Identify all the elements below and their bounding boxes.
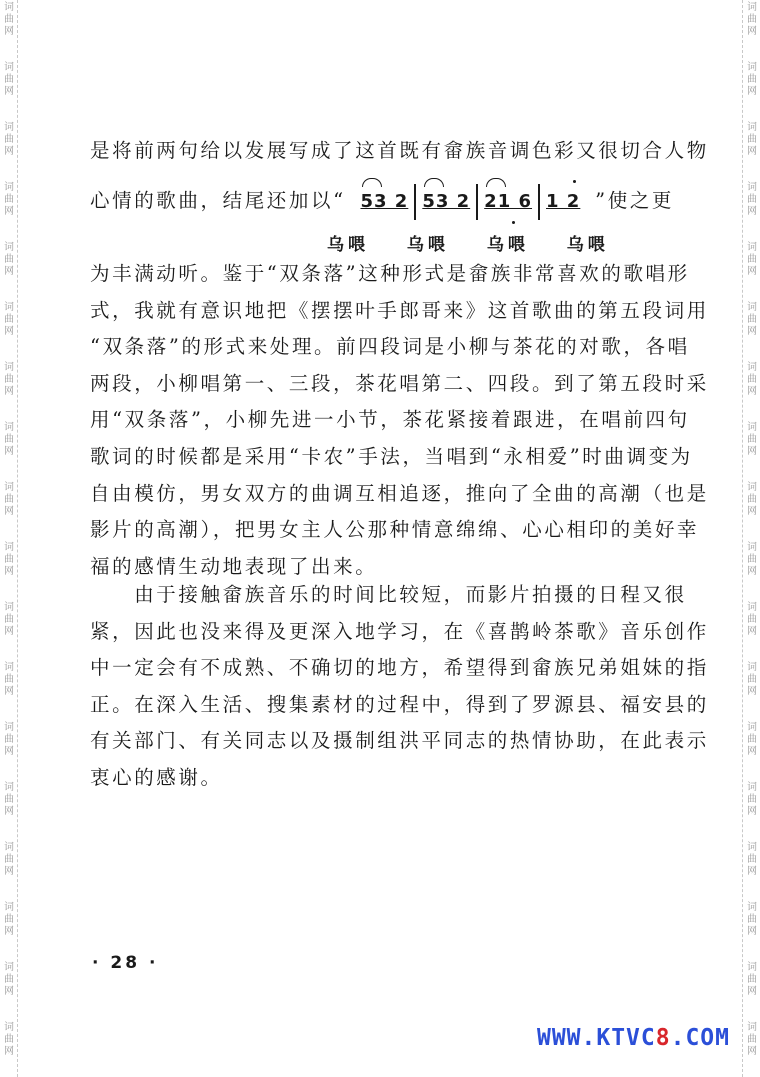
- watermark-char: 曲: [747, 554, 757, 565]
- watermark-char: 曲: [4, 614, 14, 625]
- watermark-char: 词: [4, 242, 14, 253]
- watermark-char: 网: [4, 986, 14, 997]
- watermark-char: 词: [4, 2, 14, 13]
- paragraph-1-start: [90, 133, 709, 170]
- watermark-char: 曲: [4, 974, 14, 985]
- watermark-mark: [0, 602, 18, 638]
- watermark-char: 曲: [747, 254, 757, 265]
- watermark-char: 词: [747, 182, 757, 193]
- watermark-char: 词: [747, 662, 757, 673]
- watermark-mark: [743, 722, 760, 758]
- text-line: 用“双条落”，小柳先进一小节，茶花紧接着跟进，在唱前四句: [90, 408, 690, 432]
- watermark-mark: [0, 722, 18, 758]
- watermark-char: 词: [4, 842, 14, 853]
- watermark-mark: [743, 122, 760, 158]
- watermark-mark: [743, 1022, 760, 1058]
- watermark-char: 网: [4, 386, 14, 397]
- watermark-char: 网: [747, 566, 757, 577]
- paragraph-2: [90, 577, 709, 797]
- watermark-char: 曲: [747, 854, 757, 865]
- watermark-char: 词: [747, 1022, 757, 1033]
- watermark-mark: [0, 842, 18, 878]
- watermark-char: 网: [4, 26, 14, 37]
- page-number: · 28 ·: [92, 953, 159, 973]
- watermark-mark: [743, 482, 760, 518]
- notation-line: [90, 183, 674, 220]
- watermark-char: 网: [747, 686, 757, 697]
- watermark-char: 词: [4, 182, 14, 193]
- watermark-char: 词: [747, 482, 757, 493]
- site-url-part: 8: [655, 1025, 671, 1051]
- text-line: 为丰满动听。鉴于“双条落”这种形式是畲族非常喜欢的歌唱形: [90, 262, 690, 285]
- watermark-char: 词: [747, 842, 757, 853]
- text-line: 正。在深入生活、搜集素材的过程中，得到了罗源县、福安县的: [90, 692, 709, 716]
- watermark-char: 网: [4, 326, 14, 337]
- watermark-mark: [743, 782, 760, 818]
- lyric-word: 乌喂: [486, 235, 529, 255]
- watermark-mark: [743, 842, 760, 878]
- watermark-char: 词: [747, 422, 757, 433]
- text-line: 歌词的时候都是采用“卡农”手法，当唱到“永相爱”时曲调变为: [90, 444, 693, 468]
- text-line: 中一定会有不成熟、不确切的地方，希望得到畲族兄弟姐妹的指: [90, 656, 709, 680]
- text-line: 有关部门、有关同志以及摄制组洪平同志的热情协助，在此表示: [90, 729, 709, 753]
- note-text: 21 6: [484, 191, 533, 212]
- watermark-char: 网: [747, 26, 757, 37]
- watermark-mark: [743, 962, 760, 998]
- watermark-char: 词: [747, 2, 757, 13]
- watermark-char: 词: [4, 722, 14, 733]
- left-watermark-column: [0, 0, 18, 1077]
- watermark-char: 网: [747, 206, 757, 217]
- slur-mark: [486, 178, 506, 187]
- watermark-mark: [743, 602, 760, 638]
- watermark-char: 词: [4, 602, 14, 613]
- watermark-char: 词: [747, 782, 757, 793]
- watermark-char: 网: [747, 1046, 757, 1057]
- watermark-mark: [743, 2, 760, 38]
- watermark-char: 曲: [4, 1034, 14, 1045]
- watermark-char: 曲: [747, 194, 757, 205]
- watermark-char: 网: [747, 986, 757, 997]
- watermark-char: 曲: [747, 914, 757, 925]
- watermark-char: 曲: [4, 434, 14, 445]
- watermark-char: 词: [747, 242, 757, 253]
- watermark-char: 词: [4, 782, 14, 793]
- text-line: 自由模仿，男女双方的曲调互相追逐，推向了全曲的高潮（也是: [90, 481, 709, 505]
- watermark-char: 曲: [747, 14, 757, 25]
- watermark-char: 曲: [747, 974, 757, 985]
- note-text: 53 2: [422, 191, 471, 212]
- watermark-char: 曲: [747, 674, 757, 685]
- text-line: 紧，因此也没来得及更深入地学习，在《喜鹊岭茶歌》音乐创作: [90, 619, 709, 643]
- watermark-char: 网: [747, 746, 757, 757]
- watermark-char: 网: [4, 626, 14, 637]
- watermark-char: 网: [747, 806, 757, 817]
- watermark-mark: [0, 362, 18, 398]
- watermark-char: 词: [4, 962, 14, 973]
- watermark-char: 曲: [4, 854, 14, 865]
- watermark-char: 词: [4, 902, 14, 913]
- watermark-char: 网: [747, 266, 757, 277]
- watermark-mark: [743, 422, 760, 458]
- watermark-mark: [0, 302, 18, 338]
- watermark-char: 曲: [4, 374, 14, 385]
- watermark-char: 曲: [4, 794, 14, 805]
- watermark-mark: [0, 62, 18, 98]
- text-line: 两段，小柳唱第一、三段，茶花唱第二、四段。到了第五段时采: [90, 371, 709, 395]
- watermark-char: 网: [747, 926, 757, 937]
- watermark-char: 网: [4, 806, 14, 817]
- watermark-mark: [743, 242, 760, 278]
- text-fragment: ”使之更: [595, 189, 675, 212]
- watermark-char: 网: [4, 866, 14, 877]
- watermark-char: 词: [747, 962, 757, 973]
- watermark-char: 曲: [747, 494, 757, 505]
- lyric-word: 乌喂: [406, 235, 449, 255]
- watermark-char: 网: [4, 506, 14, 517]
- watermark-char: 曲: [747, 1034, 757, 1045]
- watermark-char: 网: [4, 926, 14, 937]
- watermark-char: 网: [747, 446, 757, 457]
- watermark-char: 曲: [747, 614, 757, 625]
- watermark-char: 词: [4, 62, 14, 73]
- watermark-char: 词: [747, 122, 757, 133]
- watermark-char: 网: [747, 326, 757, 337]
- text-line: “双条落”的形式来处理。前四段词是小柳与茶花的对歌，各唱: [90, 335, 690, 359]
- note-text: 53 2: [360, 191, 409, 212]
- note-group-2: [414, 184, 476, 220]
- watermark-char: 曲: [4, 554, 14, 565]
- watermark-char: 曲: [4, 134, 14, 145]
- watermark-mark: [743, 362, 760, 398]
- watermark-mark: [0, 482, 18, 518]
- watermark-mark: [0, 782, 18, 818]
- note-text: 1 2: [546, 191, 581, 212]
- text-line: 衷心的感谢。: [90, 765, 223, 789]
- site-url-part: .COM: [670, 1025, 730, 1051]
- watermark-char: 网: [747, 626, 757, 637]
- watermark-char: 曲: [747, 134, 757, 145]
- site-url-part: WWW.KTVC: [536, 1025, 656, 1051]
- watermark-char: 词: [4, 662, 14, 673]
- watermark-char: 网: [747, 386, 757, 397]
- watermark-char: 曲: [747, 374, 757, 385]
- lyric-word: 乌喂: [327, 235, 369, 255]
- watermark-mark: [743, 662, 760, 698]
- watermark-char: 曲: [747, 434, 757, 445]
- watermark-char: 曲: [4, 314, 14, 325]
- watermark-char: 词: [4, 542, 14, 553]
- right-watermark-column: [742, 0, 760, 1077]
- watermark-char: 网: [747, 146, 757, 157]
- watermark-char: 词: [747, 542, 757, 553]
- text-line: 影片的高潮），把男女主人公那种情意绵绵、心心相印的美好幸: [90, 518, 700, 542]
- watermark-char: 词: [747, 362, 757, 373]
- watermark-char: 曲: [4, 494, 14, 505]
- site-watermark-url: [537, 1025, 730, 1051]
- watermark-mark: [0, 902, 18, 938]
- watermark-char: 词: [747, 902, 757, 913]
- watermark-mark: [743, 542, 760, 578]
- watermark-char: 曲: [4, 194, 14, 205]
- text-line: 由于接触畲族音乐的时间比较短，而影片拍摄的日程又很: [90, 583, 687, 606]
- watermark-mark: [0, 422, 18, 458]
- watermark-char: 网: [4, 266, 14, 277]
- watermark-char: 词: [747, 302, 757, 313]
- watermark-char: 网: [4, 146, 14, 157]
- watermark-char: 网: [4, 746, 14, 757]
- watermark-char: 网: [4, 686, 14, 697]
- low-octave-dot: [512, 221, 515, 224]
- watermark-char: 曲: [4, 74, 14, 85]
- text-line: 福的感情生动地表现了出来。: [90, 554, 378, 578]
- watermark-mark: [743, 902, 760, 938]
- paragraph-1-continued: [90, 256, 709, 585]
- watermark-char: 曲: [4, 734, 14, 745]
- watermark-mark: [0, 242, 18, 278]
- watermark-char: 曲: [747, 74, 757, 85]
- lyrics-row: [327, 230, 637, 255]
- watermark-char: 词: [4, 482, 14, 493]
- lyric-word: 乌喂: [566, 235, 609, 255]
- watermark-char: 词: [4, 362, 14, 373]
- watermark-mark: [743, 182, 760, 218]
- watermark-mark: [0, 542, 18, 578]
- watermark-char: 网: [747, 506, 757, 517]
- watermark-mark: [0, 962, 18, 998]
- watermark-char: 网: [747, 86, 757, 97]
- watermark-char: 网: [4, 206, 14, 217]
- watermark-char: 网: [4, 566, 14, 577]
- watermark-char: 网: [747, 866, 757, 877]
- text-fragment: 心情的歌曲，结尾还加以“: [90, 189, 346, 212]
- watermark-char: 曲: [4, 254, 14, 265]
- watermark-char: 曲: [4, 14, 14, 25]
- watermark-char: 词: [4, 122, 14, 133]
- watermark-char: 曲: [4, 914, 14, 925]
- watermark-mark: [0, 1022, 18, 1058]
- watermark-mark: [743, 62, 760, 98]
- watermark-char: 曲: [747, 314, 757, 325]
- watermark-char: 词: [4, 422, 14, 433]
- note-group-1: [354, 184, 414, 220]
- note-group-3: [476, 184, 538, 220]
- text-line: 式，我就有意识地把《摆摆叶手郎哥来》这首歌曲的第五段词用: [90, 298, 709, 322]
- watermark-char: 曲: [747, 794, 757, 805]
- watermark-mark: [0, 662, 18, 698]
- watermark-mark: [0, 182, 18, 218]
- watermark-char: 曲: [747, 734, 757, 745]
- watermark-char: 网: [4, 446, 14, 457]
- high-octave-dot: [573, 180, 576, 183]
- slur-mark: [424, 178, 444, 187]
- watermark-char: 网: [4, 86, 14, 97]
- watermark-char: 词: [4, 1022, 14, 1033]
- watermark-char: 词: [747, 62, 757, 73]
- watermark-char: 词: [4, 302, 14, 313]
- watermark-mark: [743, 302, 760, 338]
- jianpu-notation: [354, 183, 586, 220]
- watermark-char: 曲: [4, 674, 14, 685]
- watermark-char: 词: [747, 602, 757, 613]
- text-line: 是将前两句给以发展写成了这首既有畲族音调色彩又很切合人物: [90, 139, 709, 162]
- watermark-mark: [0, 122, 18, 158]
- watermark-mark: [0, 2, 18, 38]
- note-group-4: [538, 184, 586, 220]
- watermark-char: 网: [4, 1046, 14, 1057]
- slur-mark: [362, 178, 382, 187]
- watermark-char: 词: [747, 722, 757, 733]
